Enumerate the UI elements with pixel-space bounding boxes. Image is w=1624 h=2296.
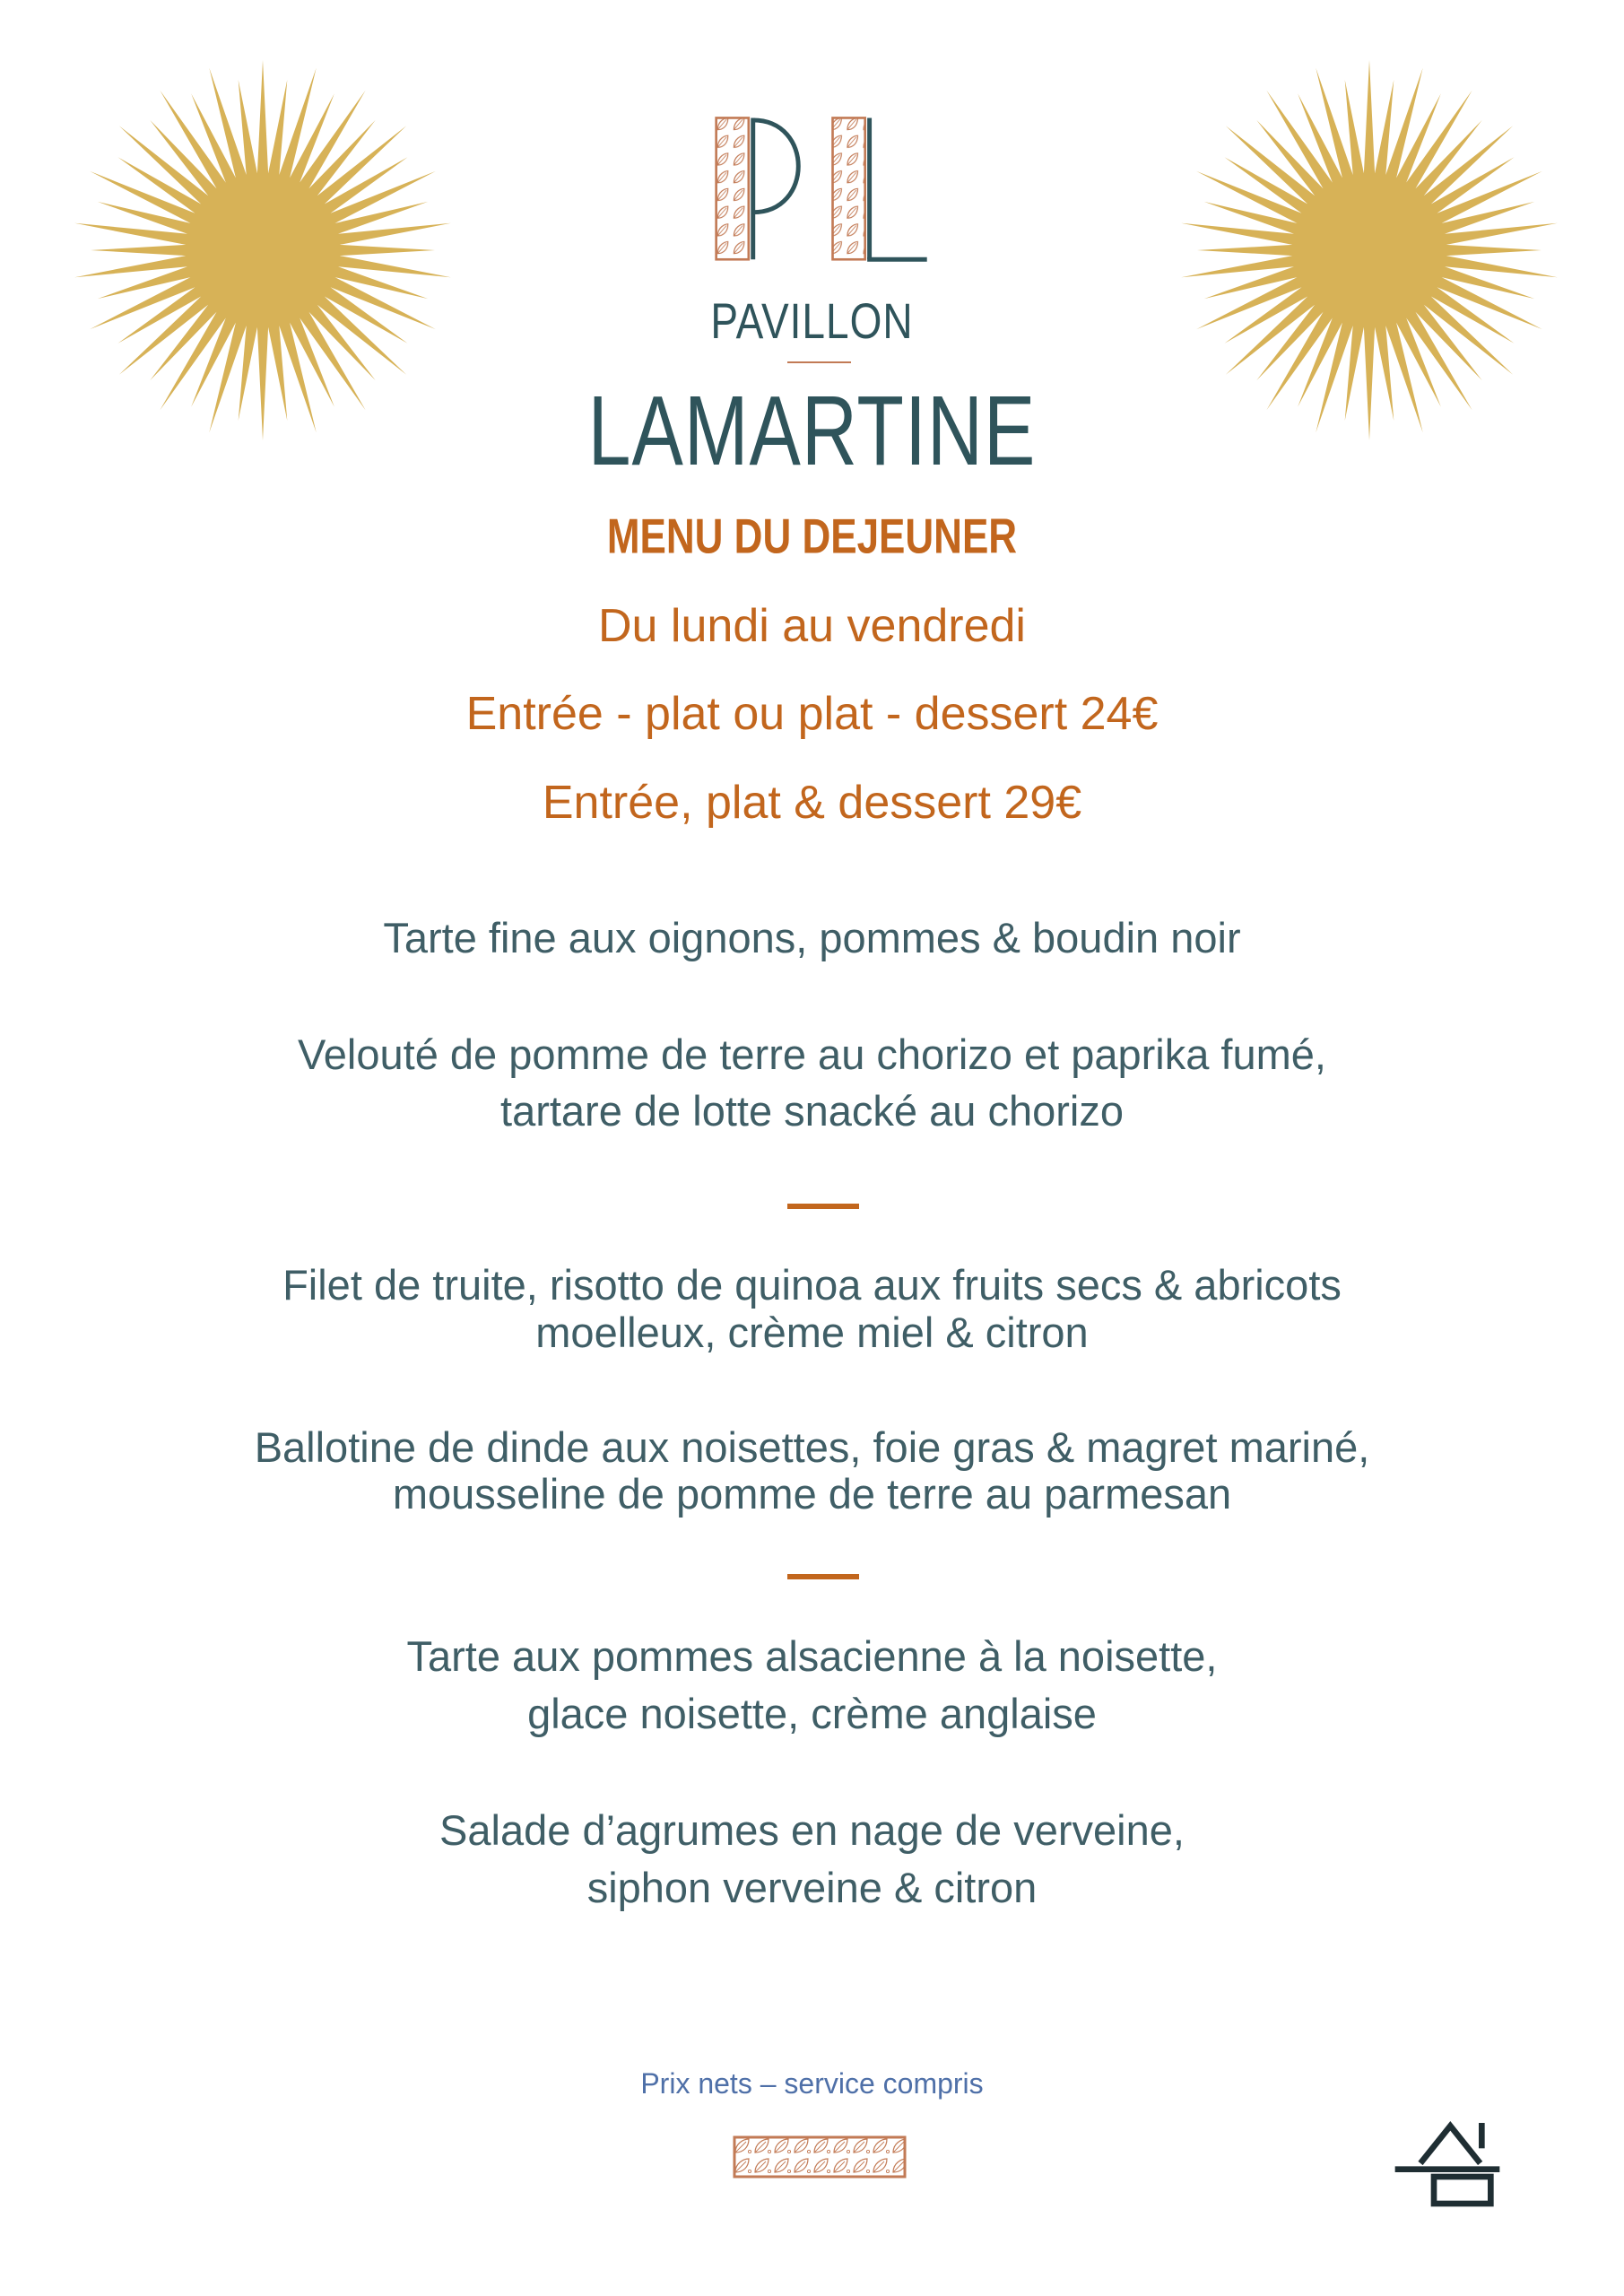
menu-item-line: siphon verveine & citron bbox=[586, 1864, 1038, 1911]
menu-item-line: Filet de truite, risotto de quinoa aux fruits secs & abricots bbox=[282, 1261, 1342, 1309]
brand-name-main: LAMARTINE bbox=[587, 376, 1037, 487]
pl-monogram-logo bbox=[715, 115, 930, 265]
brand-divider bbox=[787, 361, 851, 363]
menu-item-line: Ballotine de dinde aux noisettes, foie gras & magret mariné, bbox=[254, 1423, 1370, 1471]
formula-three-courses: Entrée, plat & dessert 29€ bbox=[542, 777, 1082, 829]
formula-two-courses: Entrée - plat ou plat - dessert 24€ bbox=[465, 688, 1159, 740]
menu-item-line: Velouté de pomme de terre au chorizo et paprika fumé, bbox=[298, 1031, 1326, 1078]
section-divider bbox=[787, 1204, 859, 1209]
logo-l-panel bbox=[833, 117, 865, 259]
menu-item-line: glace noisette, crème anglaise bbox=[527, 1690, 1097, 1737]
leaf-pattern-ornament bbox=[733, 2135, 907, 2179]
menu-days: Du lundi au vendredi bbox=[598, 600, 1026, 652]
price-note: Prix nets – service compris bbox=[640, 2067, 984, 2100]
logo-p-bowl bbox=[753, 120, 799, 213]
menu-item-line: tartare de lotte snacké au chorizo bbox=[500, 1087, 1124, 1135]
menu-item-line: Tarte fine aux oignons, pommes & boudin noir bbox=[383, 914, 1241, 961]
menu-item-line: mousseline de pomme de terre au parmesan bbox=[392, 1470, 1232, 1518]
menu-item-line: Tarte aux pommes alsacienne à la noisette, bbox=[406, 1632, 1218, 1680]
menu-item-line: Salade d’agrumes en nage de verveine, bbox=[439, 1806, 1185, 1854]
logo-p-panel bbox=[716, 117, 749, 259]
menu-title: MENU DU DEJEUNER bbox=[606, 509, 1018, 564]
menu-item-line: moelleux, crème miel & citron bbox=[535, 1309, 1089, 1356]
brand-name-top: PAVILLON bbox=[710, 292, 914, 350]
house-icon bbox=[1394, 2118, 1500, 2208]
section-divider bbox=[787, 1574, 859, 1579]
